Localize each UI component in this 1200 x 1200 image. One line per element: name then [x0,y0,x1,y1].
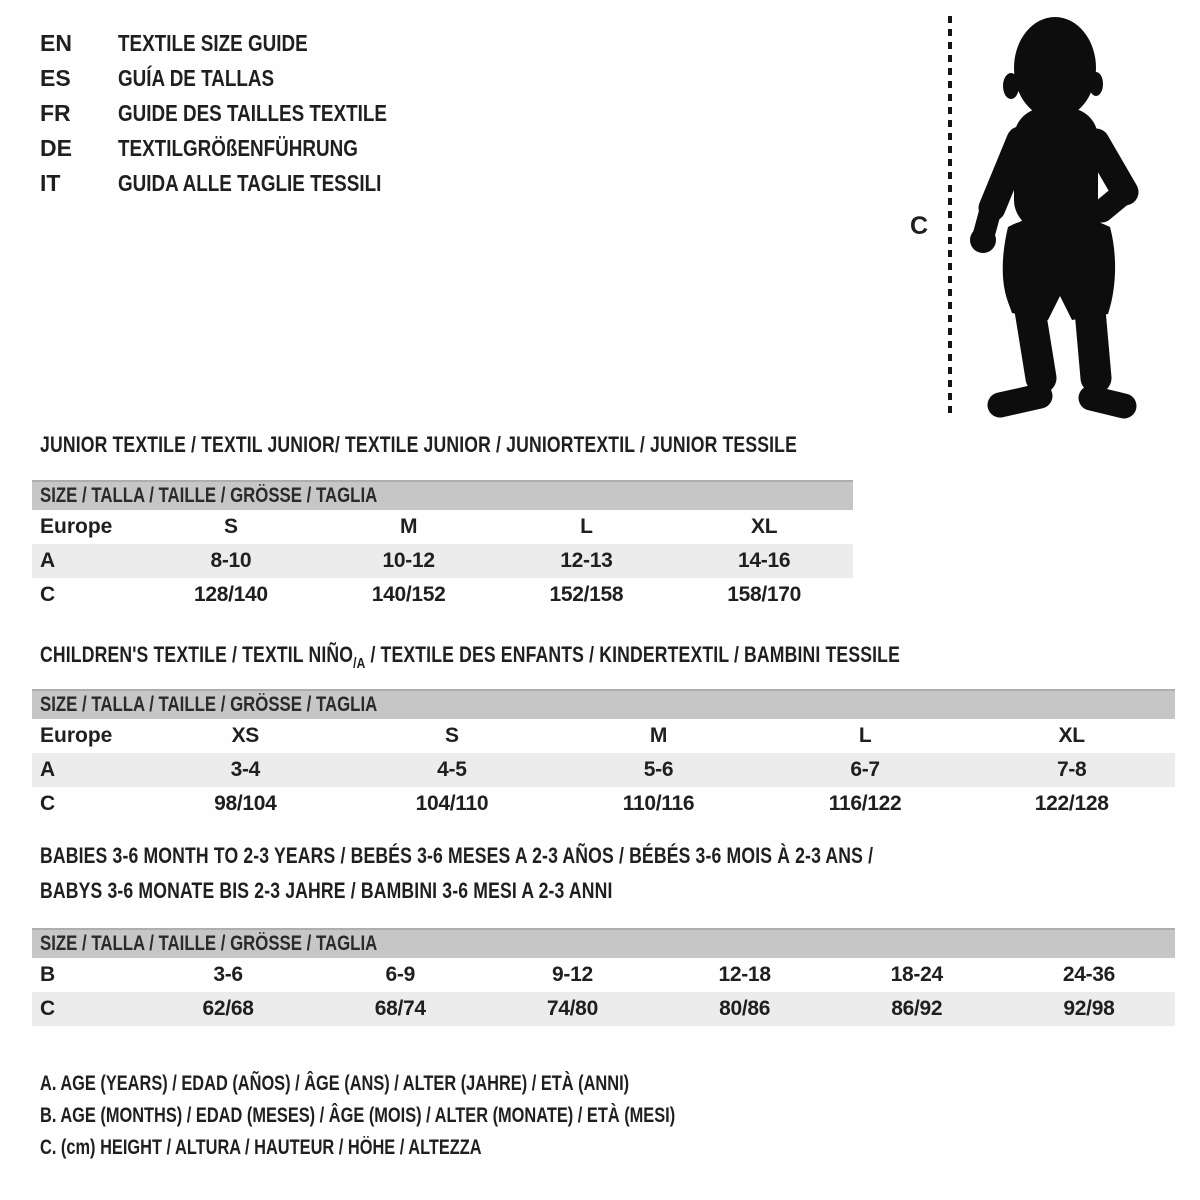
section-title-babies-line2: BABYS 3-6 MONATE BIS 2-3 JAHRE / BAMBINI 3-6 MESI A 2-3 ANNI [40,878,613,903]
row-label: C [40,997,56,1020]
lang-row-it [40,166,446,201]
table-row [32,787,1175,821]
size-table-header: SIZE / TALLA / TAILLE / GRÖSSE / TAGLIA [32,928,1175,958]
lang-label: TEXTILGRÖßENFÜHRUNG [118,135,358,161]
junior-size-table [32,480,853,612]
table-row [32,578,853,612]
table-cell: 92/98 [1063,997,1115,1020]
lang-row-es [40,61,446,96]
table-cell: XL [751,515,778,538]
lang-code: DE [40,135,72,161]
table-cell: 18-24 [890,963,943,986]
children-size-table [32,689,1175,821]
table-cell: 104/110 [415,792,489,815]
row-label: B [40,963,56,986]
table-cell: S [224,515,238,538]
lang-code: FR [40,100,71,126]
table-cell: XL [1058,724,1085,747]
lang-label: TEXTILE SIZE GUIDE [118,30,308,56]
table-cell: M [649,724,668,747]
babies-size-table [32,928,1175,1026]
row-label: Europe [40,515,113,538]
table-cell: 86/92 [891,997,943,1020]
table-row [32,992,1175,1026]
lang-label: GUIDA ALLE TAGLIE TESSILI [118,170,382,196]
table-cell: 116/122 [828,792,902,815]
row-label: C [40,583,56,606]
size-table-header: SIZE / TALLA / TAILLE / GRÖSSE / TAGLIA [32,480,853,510]
toddler-silhouette [950,12,1150,422]
note-b: B. AGE (MONTHS) / EDAD (MESES) / ÂGE (MOIS) / ALTER (MONATE) / ETÀ (MESI) [40,1104,676,1127]
note-a: A. AGE (YEARS) / EDAD (AÑOS) / ÂGE (ANS) / ALTER (JAHRE) / ETÀ (ANNI) [40,1072,630,1095]
table-cell: 24-36 [1062,963,1116,986]
table-cell: 14-16 [738,549,791,572]
table-cell: 12-13 [560,549,613,572]
section-title-children: CHILDREN'S TEXTILE / TEXTIL $NIÑO_{/A}$ / TEXTILE DES ENFANTS / KINDERTEXTIL / BAMBINI TESSILE [40,642,900,672]
table-cell: L [580,515,593,538]
note-c: C. (cm) HEIGHT / ALTURA / HAUTEUR / HÖHE / ALTEZZA [40,1136,482,1159]
table-cell: 62/68 [202,997,254,1020]
lang-row-fr [40,96,446,131]
table-cell: 6-9 [385,963,415,986]
table-cell: 7-8 [1056,758,1087,781]
table-cell: 152/158 [549,583,624,606]
table-cell: 74/80 [546,997,598,1020]
table-row [32,510,853,544]
section-title-junior: JUNIOR TEXTILE / TEXTIL JUNIOR/ TEXTILE JUNIOR / JUNIORTEXTIL / JUNIOR TESSILE [40,432,797,457]
table-cell: 12-18 [718,963,771,986]
lang-label: GUÍA DE TALLAS [118,65,275,91]
table-cell: M [400,515,418,538]
table-cell: 5-6 [643,758,674,781]
table-cell: 4-5 [437,758,467,781]
table-row [32,958,1175,992]
table-cell: L [858,724,872,747]
lang-code: ES [40,65,71,91]
size-table-header: SIZE / TALLA / TAILLE / GRÖSSE / TAGLIA [32,689,1175,719]
table-cell: 140/152 [371,583,446,606]
table-cell: 128/140 [193,583,268,606]
table-cell: 3-4 [230,758,261,781]
table-cell: 6-7 [850,758,880,781]
table-row [32,544,853,578]
row-label: A [40,549,56,572]
table-cell: 9-12 [552,963,593,986]
table-cell: XS [231,724,259,747]
table-row [32,753,1175,787]
lang-row-en [40,26,446,61]
lang-row-de [40,131,446,166]
title-subscript: /A [353,655,366,672]
lang-code: IT [40,170,61,196]
row-label: A [40,758,56,781]
table-row [32,719,1175,753]
lang-code: EN [40,30,72,56]
table-cell: 3-6 [213,963,243,986]
table-cell: 8-10 [210,549,252,572]
table-cell: 158/170 [727,583,802,606]
row-label: C [40,792,56,815]
legend-notes [40,1072,854,1168]
table-cell: 110/116 [622,792,695,815]
row-label: Europe [40,724,113,747]
table-cell: S [445,724,459,747]
language-title-list [40,26,446,201]
table-cell: 10-12 [382,549,435,572]
table-cell: 98/104 [214,792,277,815]
section-title-babies-line1: BABIES 3-6 MONTH TO 2-3 YEARS / BEBÉS 3-6 MESES A 2-3 AÑOS / BÉBÉS 3-6 MOIS À 2-3 ANS / [40,843,874,868]
table-cell: 68/74 [374,997,426,1020]
table-cell: 122/128 [1034,792,1109,815]
height-measure-label: C [910,212,929,240]
lang-label: GUIDE DES TAILLES TEXTILE [118,100,387,126]
table-cell: 80/86 [719,997,771,1020]
